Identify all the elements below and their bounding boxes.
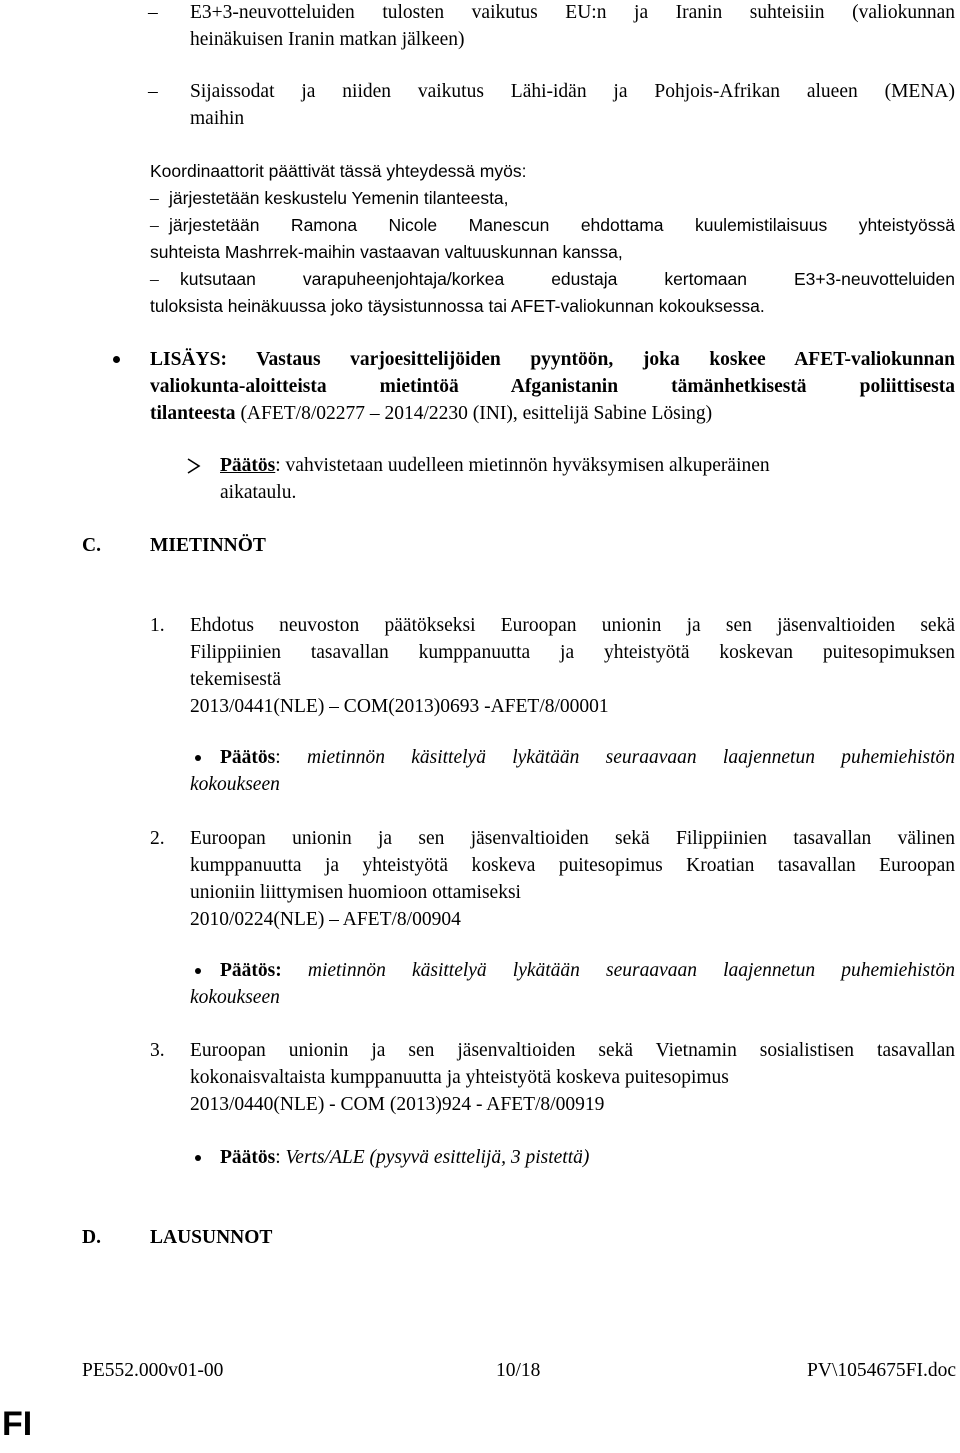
report-title: kumppanuutta ja yhteistyötä koskeva puitesopimus Kroatian tasavallan Euroopan xyxy=(190,855,955,876)
report-title: Filippiinien tasavallan kumppanuutta ja yhteistyötä koskevan puitesopimuksen xyxy=(190,642,955,663)
dash-bullet: – xyxy=(150,188,159,208)
addition-title-bold: tilanteesta xyxy=(150,403,236,424)
report-decision xyxy=(220,745,955,772)
footer-language-code: FI xyxy=(2,1405,33,1443)
footer-page-number: 10/18 xyxy=(496,1360,541,1381)
addition-title xyxy=(150,401,712,428)
decision-text: : vahvistetaan uudelleen mietinnön hyväksymisen alkuperäinen xyxy=(275,455,770,476)
decision-text: kokoukseen xyxy=(190,987,280,1008)
bullet-dot xyxy=(195,1155,201,1161)
addition-title: LISÄYS: Vastaus varjoesittelijöiden pyyntöön, joka koskee AFET-valiokunnan xyxy=(150,349,955,370)
report-number: 1. xyxy=(150,615,165,636)
report-reference: 2013/0441(NLE) – COM(2013)0693 -AFET/8/00001 xyxy=(190,696,609,717)
section-title: LAUSUNNOT xyxy=(150,1227,273,1248)
bullet-dot xyxy=(195,755,201,761)
report-number: 3. xyxy=(150,1040,165,1061)
coordinators-intro: Koordinaattorit päättivät tässä yhteydessä myös: xyxy=(150,161,527,181)
coordinators-item: järjestetään Ramona Nicole Manescun ehdottama kuulemistilaisuus yhteistyössä xyxy=(169,215,955,235)
decision-text: mietinnön käsittelyä lykätään seuraavaan laajennetun puhemiehistön xyxy=(307,960,955,981)
decision-label: Päätös xyxy=(220,1147,276,1168)
dash-bullet: – xyxy=(148,2,158,23)
dash-bullet: – xyxy=(148,81,158,102)
decision-label: Päätös: xyxy=(220,960,282,981)
report-title: kokonaisvaltaista kumppanuutta ja yhteistyötä koskeva puitesopimus xyxy=(190,1067,729,1088)
report-title: Euroopan unionin ja sen jäsenvaltioiden sekä Filippiinien tasavallan välinen xyxy=(190,828,955,849)
decision-text: Verts/ALE (pysyvä esittelijä, 3 pistettä) xyxy=(285,1147,590,1168)
arrow-bullet-icon xyxy=(186,458,202,474)
agenda-item-line: maihin xyxy=(190,108,245,129)
report-reference: 2013/0440(NLE) - COM (2013)924 - AFET/8/00919 xyxy=(190,1094,605,1115)
footer-filename: PV\1054675FI.doc xyxy=(807,1360,956,1381)
report-title: unioniin liittymisen huomioon ottamiseksi xyxy=(190,882,521,903)
bullet-dot xyxy=(113,356,120,363)
coordinators-item: suhteista Mashrrek-maihin vastaavan valtuuskunnan kanssa, xyxy=(150,242,623,262)
coordinators-item: tuloksista heinäkuussa joko täysistunnossa tai AFET-valiokunnan kokouksessa. xyxy=(150,296,765,316)
decision-separator: : xyxy=(275,747,281,768)
section-title: MIETINNÖT xyxy=(150,535,266,556)
report-reference: 2010/0224(NLE) – AFET/8/00904 xyxy=(190,909,461,930)
report-title: Euroopan unionin ja sen jäsenvaltioiden sekä Vietnamin sosialistisen tasavallan xyxy=(190,1040,955,1061)
agenda-item-line: Sijaissodat ja niiden vaikutus Lähi-idän ja Pohjois-Afrikan alueen (MENA) xyxy=(190,81,955,102)
addition-decision xyxy=(220,453,770,480)
decision-text: mietinnön käsittelyä lykätään seuraavaan laajennetun puhemiehistön xyxy=(306,747,955,768)
decision-text: kokoukseen xyxy=(190,774,280,795)
dash-bullet: – xyxy=(150,269,159,289)
section-letter: D. xyxy=(82,1227,101,1248)
coordinators-item: järjestetään keskustelu Yemenin tilanteesta, xyxy=(169,188,509,208)
report-decision xyxy=(220,958,955,985)
agenda-item-line: heinäkuisen Iranin matkan jälkeen) xyxy=(190,29,465,50)
addition-title: valiokunta-aloitteista mietintöä Afganistanin tämänhetkisestä poliittisesta xyxy=(150,376,955,397)
decision-separator: : xyxy=(275,1147,286,1168)
report-number: 2. xyxy=(150,828,165,849)
decision-label: Päätös xyxy=(220,455,276,476)
decision-label: Päätös xyxy=(220,747,276,768)
footer-document-number: PE552.000v01-00 xyxy=(82,1360,224,1381)
coordinators-item: kutsutaan varapuheenjohtaja/korkea edustaja kertomaan E3+3-neuvotteluiden xyxy=(180,269,955,289)
bullet-dot xyxy=(195,968,201,974)
decision-text: aikataulu. xyxy=(220,482,297,503)
addition-reference: (AFET/8/02277 – 2014/2230 (INI), esittelijä Sabine Lösing) xyxy=(235,403,713,424)
report-title: tekemisestä xyxy=(190,669,281,690)
dash-bullet: – xyxy=(150,215,159,235)
report-title: Ehdotus neuvoston päätökseksi Euroopan unionin ja sen jäsenvaltioiden sekä xyxy=(190,615,955,636)
agenda-item-line: E3+3-neuvotteluiden tulosten vaikutus EU:n ja Iranin suhteisiin (valiokunnan xyxy=(190,2,955,23)
report-decision xyxy=(220,1145,589,1172)
section-letter: C. xyxy=(82,535,101,556)
